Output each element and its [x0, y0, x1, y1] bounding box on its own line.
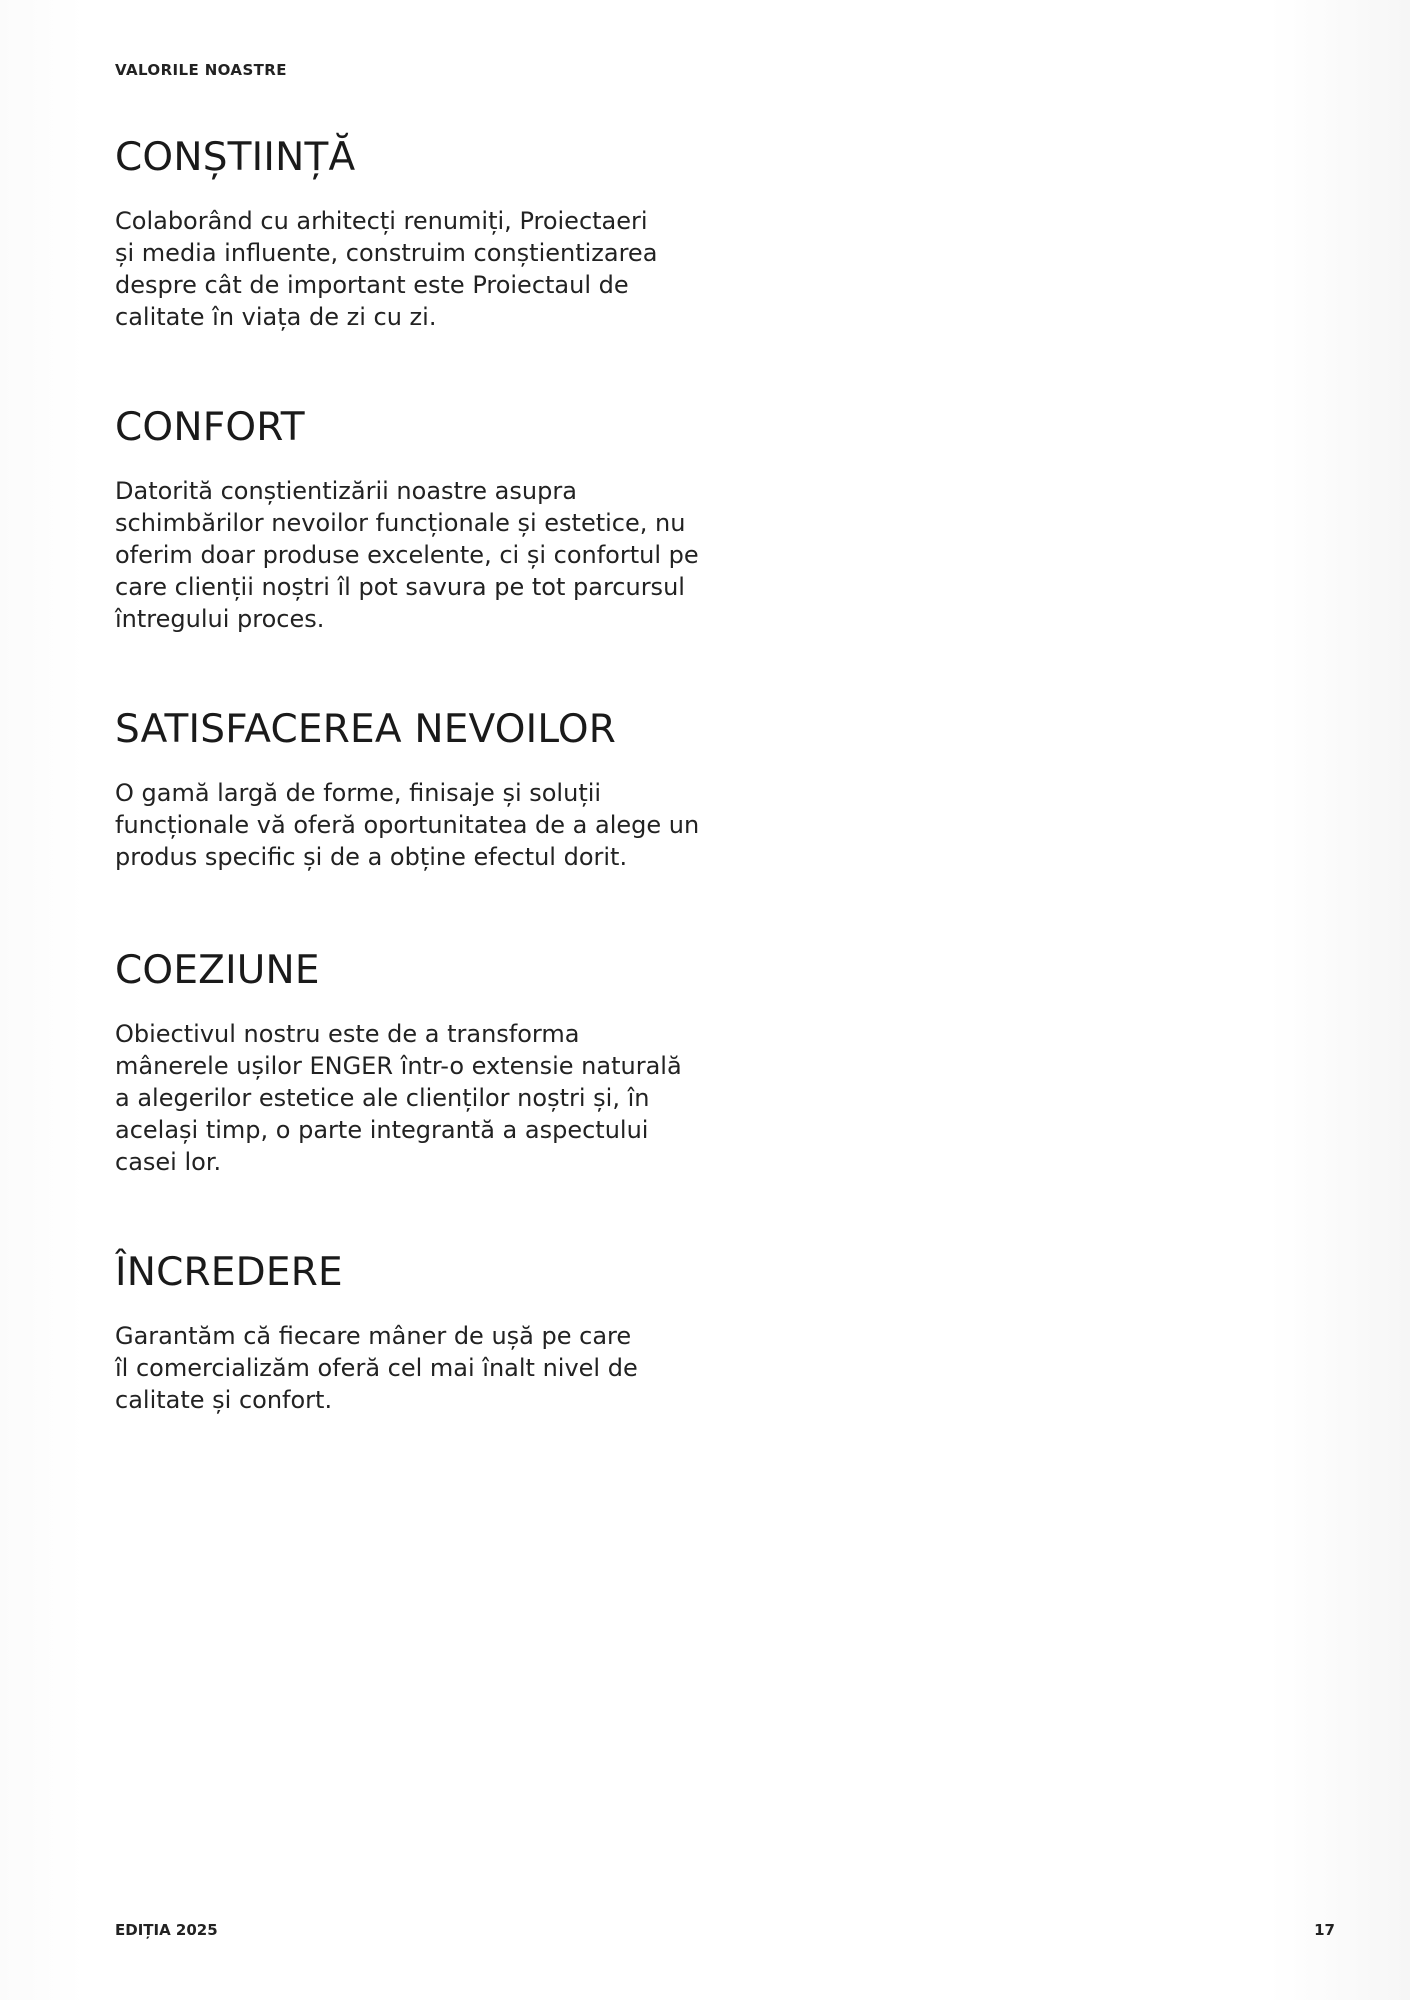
value-block-coeziune: [115, 948, 755, 1178]
page-number: 17: [1314, 1921, 1335, 1939]
edition-label: EDIȚIA 2025: [115, 1921, 218, 1939]
value-description: O gamă largă de forme, finisaje și soluții funcționale vă oferă oportunitatea de a alege un produs specific și de a obține efectul dorit.: [115, 779, 700, 871]
value-description: Obiectivul nostru este de a transforma mânerele ușilor ENGER într-o extensie naturală a alegerilor estetice ale clienților noștri și, în același timp, o parte integrantă a aspectului casei lor.: [115, 1020, 682, 1176]
value-block-incredere: [115, 1250, 755, 1416]
page-footer: [115, 1921, 1335, 1941]
value-title: CONFORT: [115, 405, 305, 450]
value-description: Datorită conștientizării noastre asupra schimbărilor nevoilor funcționale și estetice, nu oferim doar produse excelente, ci și confortul pe care clienții noștri îl pot savura pe tot parcursul întregului proces.: [115, 477, 699, 633]
value-block-constiinta: [115, 135, 755, 333]
value-description: Garantăm că fiecare mâner de ușă pe care îl comercializăm oferă cel mai înalt nivel de calitate și confort.: [115, 1322, 638, 1414]
value-title: SATISFACEREA NEVOILOR: [115, 707, 617, 752]
values-list: [115, 135, 755, 1416]
value-description: Colaborând cu arhitecți renumiți, Proiectaeri și media influente, construim conștientizarea despre cât de important este Proiectaul de calitate în viața de zi cu zi.: [115, 207, 658, 331]
value-title: ÎNCREDERE: [115, 1250, 343, 1295]
value-block-satisfacerea-nevoilor: [115, 707, 755, 873]
value-block-confort: [115, 405, 755, 635]
section-label: VALORILE NOASTRE: [115, 61, 287, 79]
value-title: COEZIUNE: [115, 948, 320, 993]
value-title: CONȘTIINȚĂ: [115, 135, 356, 180]
